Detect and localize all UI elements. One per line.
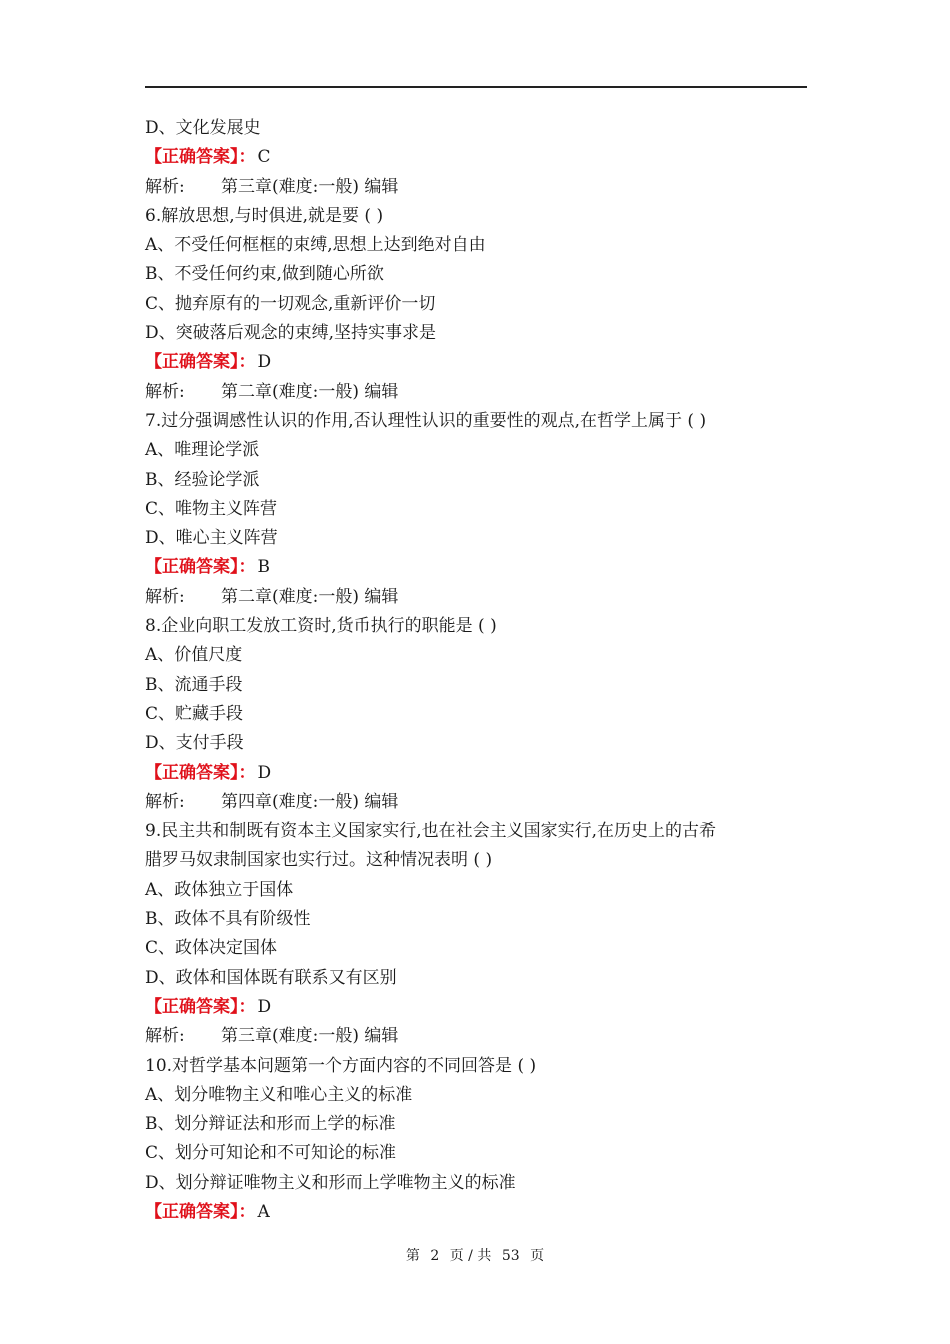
explanation-text: 第四章(难度:一般) 编辑	[221, 791, 399, 812]
explanation-line	[145, 788, 807, 817]
explanation-text: 第三章(难度:一般) 编辑	[221, 176, 399, 197]
page-footer	[0, 1245, 950, 1265]
question-text: 6.解放思想,与时俱进,就是要 ( )	[145, 205, 384, 226]
answer-value: D	[257, 352, 272, 373]
option-text: B、流通手段	[145, 674, 243, 695]
answer-value: B	[257, 557, 270, 578]
explanation-text: 第三章(难度:一般) 编辑	[221, 1026, 399, 1047]
answer-line	[145, 993, 807, 1022]
answer-line	[145, 1198, 807, 1227]
answer-value: D	[257, 996, 272, 1017]
option-text: C、唯物主义阵营	[145, 498, 278, 519]
answer-label: 【正确答案】：	[145, 996, 256, 1017]
option-text: A、政体独立于国体	[145, 879, 294, 900]
option-text: C、贮藏手段	[145, 703, 244, 724]
option-text: C、划分可知论和不可知论的标准	[145, 1143, 397, 1164]
question-text: 7.过分强调感性认识的作用,否认理性认识的重要性的观点,在哲学上属于 ( )	[145, 410, 707, 431]
explanation-line	[145, 583, 807, 612]
option-text: A、价值尺度	[145, 645, 243, 666]
document-body	[145, 114, 807, 1227]
option-text: D、突破落后观念的束缚,坚持实事求是	[145, 323, 437, 344]
option-text: C、抛弃原有的一切观念,重新评价一切	[145, 293, 436, 314]
question-text: 10.对哲学基本问题第一个方面内容的不同回答是 ( )	[145, 1055, 537, 1076]
question-text: 腊罗马奴隶制国家也实行过。这种情况表明 ( )	[145, 850, 493, 871]
option-text: A、划分唯物主义和唯心主义的标准	[145, 1084, 413, 1105]
explanation-line	[145, 173, 807, 202]
option-text: D、唯心主义阵营	[145, 528, 278, 549]
option-text: B、政体不具有阶级性	[145, 909, 311, 930]
explanation-label: 解析:	[145, 586, 185, 607]
option-text: A、不受任何框框的束缚,思想上达到绝对自由	[145, 235, 486, 256]
header-rule	[145, 86, 807, 88]
answer-value: A	[257, 1201, 270, 1222]
option-text: D、划分辩证唯物主义和形而上学唯物主义的标准	[145, 1172, 516, 1193]
answer-line	[145, 759, 807, 788]
answer-line	[145, 553, 807, 582]
option-text: B、不受任何约束,做到随心所欲	[145, 264, 384, 285]
option-text: D、支付手段	[145, 733, 244, 754]
explanation-line	[145, 1022, 807, 1051]
answer-line	[145, 348, 807, 377]
answer-line	[145, 143, 807, 172]
footer-mid: 页 / 共	[449, 1248, 492, 1264]
explanation-line	[145, 378, 807, 407]
option-text: D、政体和国体既有联系又有区别	[145, 967, 397, 988]
answer-label: 【正确答案】：	[145, 352, 256, 373]
option-text: B、划分辩证法和形而上学的标准	[145, 1114, 396, 1135]
option-text: A、唯理论学派	[145, 440, 260, 461]
question-text: 8.企业向职工发放工资时,货币执行的职能是 ( )	[145, 616, 497, 637]
answer-value: D	[257, 762, 272, 783]
question-text: 9.民主共和制既有资本主义国家实行,也在社会主义国家实行,在历史上的古希	[145, 821, 717, 842]
footer-page-number: 2	[430, 1248, 440, 1264]
option-text: D、文化发展史	[145, 118, 261, 138]
explanation-text: 第二章(难度:一般) 编辑	[221, 381, 399, 402]
answer-label: 【正确答案】：	[145, 557, 256, 578]
answer-value: C	[257, 147, 271, 168]
option-text: B、经验论学派	[145, 469, 260, 490]
answer-label: 【正确答案】：	[145, 147, 256, 168]
explanation-text: 第二章(难度:一般) 编辑	[221, 586, 399, 607]
explanation-label: 解析:	[145, 176, 185, 197]
footer-prefix: 第	[405, 1248, 420, 1264]
explanation-label: 解析:	[145, 1026, 185, 1047]
answer-label: 【正确答案】：	[145, 1201, 256, 1222]
explanation-label: 解析:	[145, 381, 185, 402]
footer-total-pages: 53	[501, 1248, 520, 1264]
footer-suffix: 页	[530, 1248, 545, 1264]
answer-label: 【正确答案】：	[145, 762, 256, 783]
option-text: C、政体决定国体	[145, 938, 278, 959]
explanation-label: 解析:	[145, 791, 185, 812]
